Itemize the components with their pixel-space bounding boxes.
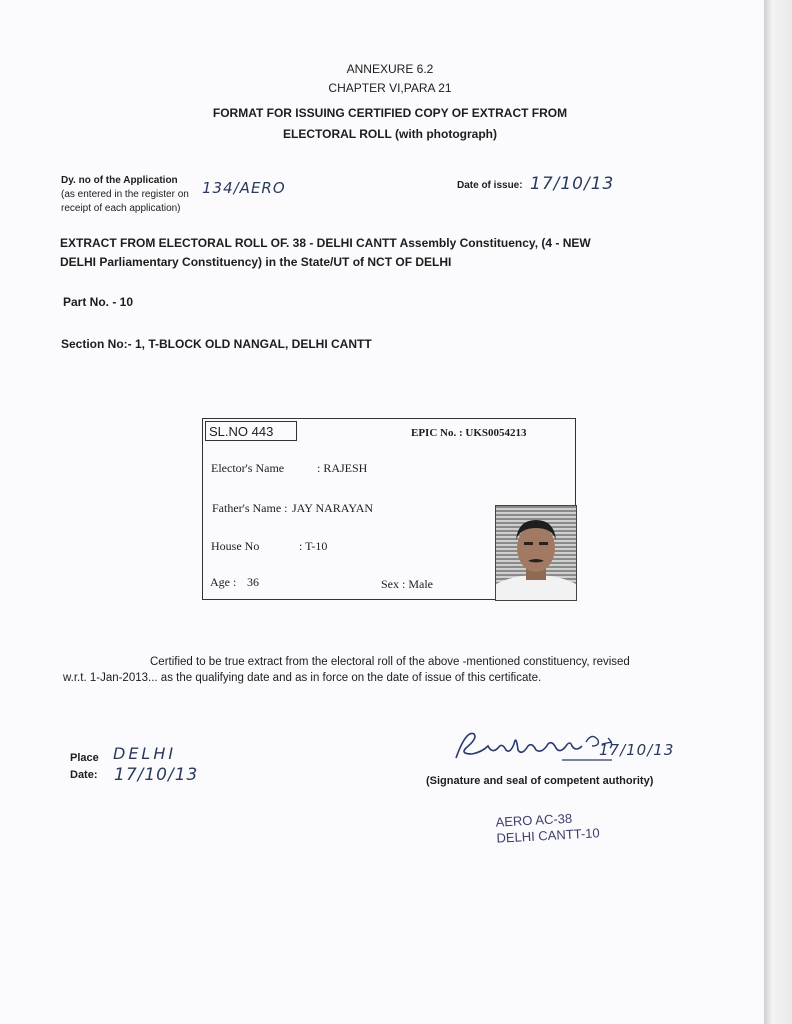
father-name-value: JAY NARAYAN <box>292 501 374 515</box>
elector-card <box>202 418 576 600</box>
elector-name-value: : RAJESH <box>317 461 368 475</box>
elector-photo <box>495 505 577 601</box>
signature-caption: (Signature and seal of competent authority) <box>426 775 654 787</box>
date-label: Date: <box>70 769 98 781</box>
date-of-issue-handwritten: 17/10/13 <box>530 174 615 194</box>
section-number: Section No:- 1, T-BLOCK OLD NANGAL, DELHI CANTT <box>61 337 372 351</box>
sex-field: Sex : Male <box>381 577 433 591</box>
chapter-heading: CHAPTER VI,PARA 21 <box>328 81 452 95</box>
seal-line1: AERO AC-38 <box>495 810 573 830</box>
place-value-handwritten: DELHI <box>113 744 177 763</box>
form-title-line2: ELECTORAL ROLL (with photograph) <box>283 127 497 141</box>
house-number-label: House No <box>211 539 260 553</box>
certification-line1: Certified to be true extract from the electoral roll of the above -mentioned constituency, revised <box>150 656 630 668</box>
authority-signature <box>452 724 622 768</box>
official-seal <box>495 809 600 846</box>
seal-line2: DELHI CANTT-10 <box>496 825 601 846</box>
annexure-heading: ANNEXURE 6.2 <box>346 62 434 76</box>
application-label-line3: receipt of each application) <box>61 203 181 214</box>
signature-date-handwritten: 17/10/13 <box>599 741 675 759</box>
age-value: 36 <box>247 575 259 589</box>
page-edge <box>764 0 792 1024</box>
application-label-line1: Dy. no of the Application <box>61 175 178 186</box>
elector-name-label: Elector's Name <box>211 461 285 475</box>
application-label-line2: (as entered in the register on <box>61 189 189 200</box>
extract-line2: DELHI Parliamentary Constituency) in the State/UT of NCT OF DELHI <box>60 255 452 269</box>
extract-line1: EXTRACT FROM ELECTORAL ROLL OF. 38 - DELHI CANTT Assembly Constituency, (4 - NEW <box>60 236 591 250</box>
house-number-value: : T-10 <box>299 539 328 553</box>
part-number: Part No. - 10 <box>63 295 134 309</box>
age-label: Age : <box>210 575 237 589</box>
place-label: Place <box>70 752 99 764</box>
certification-line2: w.r.t. 1-Jan-2013... as the qualifying date and as in force on the date of issue of this certificate. <box>63 672 542 684</box>
father-name-label: Father's Name : <box>212 501 288 515</box>
form-title-line1: FORMAT FOR ISSUING CERTIFIED COPY OF EXTRACT FROM <box>212 106 568 120</box>
application-number-handwritten: 134/AERO <box>202 179 286 197</box>
date-of-issue-label: Date of issue: <box>457 180 523 191</box>
date-value-handwritten: 17/10/13 <box>114 765 199 785</box>
epic-number: EPIC No. : UKS0054213 <box>411 427 527 439</box>
serial-number-box: SL.NO 443 <box>205 421 297 441</box>
